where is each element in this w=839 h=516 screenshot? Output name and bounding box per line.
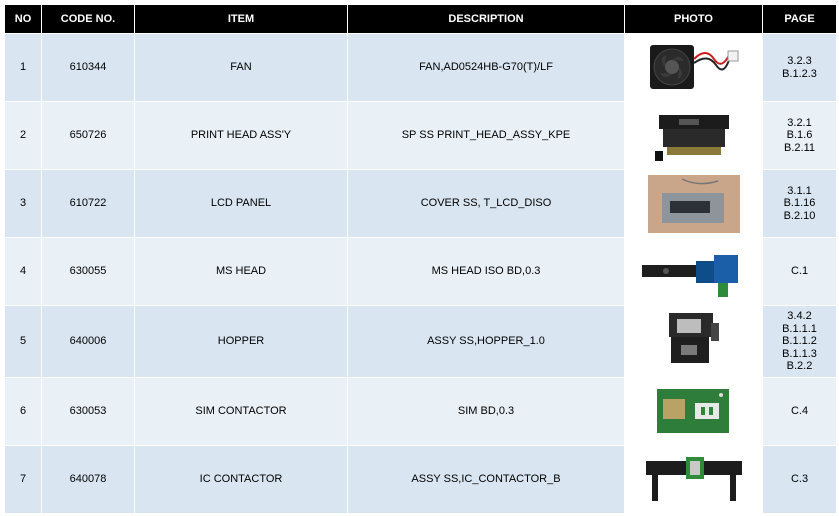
cell-item: LCD PANEL xyxy=(135,170,348,238)
header-page: PAGE xyxy=(763,5,837,34)
cell-item: MS HEAD xyxy=(135,238,348,306)
table-row xyxy=(5,238,837,306)
page-ref: C.3 xyxy=(790,473,809,486)
cell-code: 640006 xyxy=(42,306,135,378)
cell-page xyxy=(763,378,837,446)
cell-photo xyxy=(625,34,763,102)
cell-no: 6 xyxy=(5,378,42,446)
ms-head-photo-icon xyxy=(636,243,752,301)
page-ref: B.1.16 xyxy=(783,197,816,210)
cell-code: 640078 xyxy=(42,446,135,514)
cell-description: FAN,AD0524HB-G70(T)/LF xyxy=(348,34,625,102)
parts-table xyxy=(4,4,837,514)
table-row xyxy=(5,34,837,102)
page-ref: B.1.2.3 xyxy=(782,67,817,80)
cell-photo xyxy=(625,306,763,378)
page-ref: C.1 xyxy=(790,265,809,278)
header-code: CODE NO. xyxy=(42,5,135,34)
cell-code: 610344 xyxy=(42,34,135,102)
cell-page xyxy=(763,306,837,378)
page-ref: B.1.1.2 xyxy=(782,335,817,348)
cell-description: ASSY SS,HOPPER_1.0 xyxy=(348,306,625,378)
table-row xyxy=(5,102,837,170)
cell-no: 4 xyxy=(5,238,42,306)
sim-contactor-photo-icon xyxy=(651,383,737,441)
page-ref: 3.2.3 xyxy=(787,55,812,67)
cell-page xyxy=(763,34,837,102)
header-photo: PHOTO xyxy=(625,5,763,34)
cell-photo xyxy=(625,170,763,238)
cell-description: MS HEAD ISO BD,0.3 xyxy=(348,238,625,306)
cell-photo xyxy=(625,102,763,170)
cell-code: 630055 xyxy=(42,238,135,306)
parts-table-container xyxy=(4,4,836,514)
hopper-photo-icon xyxy=(659,309,729,375)
cell-code: 650726 xyxy=(42,102,135,170)
page-ref: C.4 xyxy=(790,405,809,418)
cell-code: 610722 xyxy=(42,170,135,238)
cell-item: PRINT HEAD ASS'Y xyxy=(135,102,348,170)
page-ref: B.2.11 xyxy=(784,141,815,154)
fan-photo-icon xyxy=(644,39,744,97)
cell-no: 2 xyxy=(5,102,42,170)
print-head-photo-icon xyxy=(649,107,739,165)
table-row xyxy=(5,446,837,514)
page-ref: 3.2.1 xyxy=(787,116,812,129)
lcd-panel-photo-icon xyxy=(648,175,740,233)
page-ref: B.2.10 xyxy=(783,209,816,222)
page-ref: 3.4.2 xyxy=(787,310,812,323)
page-ref: B.1.6 xyxy=(786,129,813,142)
header-description: DESCRIPTION xyxy=(348,5,625,34)
cell-no: 5 xyxy=(5,306,42,378)
cell-photo xyxy=(625,238,763,306)
cell-no: 3 xyxy=(5,170,42,238)
cell-item: FAN xyxy=(135,34,348,102)
cell-page xyxy=(763,238,837,306)
header-row xyxy=(5,5,837,34)
header-no: NO xyxy=(5,5,42,34)
cell-photo xyxy=(625,446,763,514)
header-item: ITEM xyxy=(135,5,348,34)
page-ref: 3.1.1 xyxy=(787,184,812,197)
page-ref: B.1.1.3 xyxy=(782,347,817,360)
table-row xyxy=(5,170,837,238)
cell-no: 7 xyxy=(5,446,42,514)
cell-item: HOPPER xyxy=(135,306,348,378)
cell-code: 630053 xyxy=(42,378,135,446)
cell-page xyxy=(763,446,837,514)
cell-description: SP SS PRINT_HEAD_ASSY_KPE xyxy=(348,102,625,170)
table-row xyxy=(5,306,837,378)
page-ref: B.2.2 xyxy=(786,360,813,373)
cell-description: ASSY SS,IC_CONTACTOR_B xyxy=(348,446,625,514)
page-ref: B.1.1.1 xyxy=(782,322,817,335)
cell-photo xyxy=(625,378,763,446)
cell-item: IC CONTACTOR xyxy=(135,446,348,514)
cell-page xyxy=(763,170,837,238)
cell-page xyxy=(763,102,837,170)
cell-description: SIM BD,0.3 xyxy=(348,378,625,446)
table-row xyxy=(5,378,837,446)
cell-description: COVER SS, T_LCD_DISO xyxy=(348,170,625,238)
cell-no: 1 xyxy=(5,34,42,102)
ic-contactor-photo-icon xyxy=(638,451,750,509)
cell-item: SIM CONTACTOR xyxy=(135,378,348,446)
